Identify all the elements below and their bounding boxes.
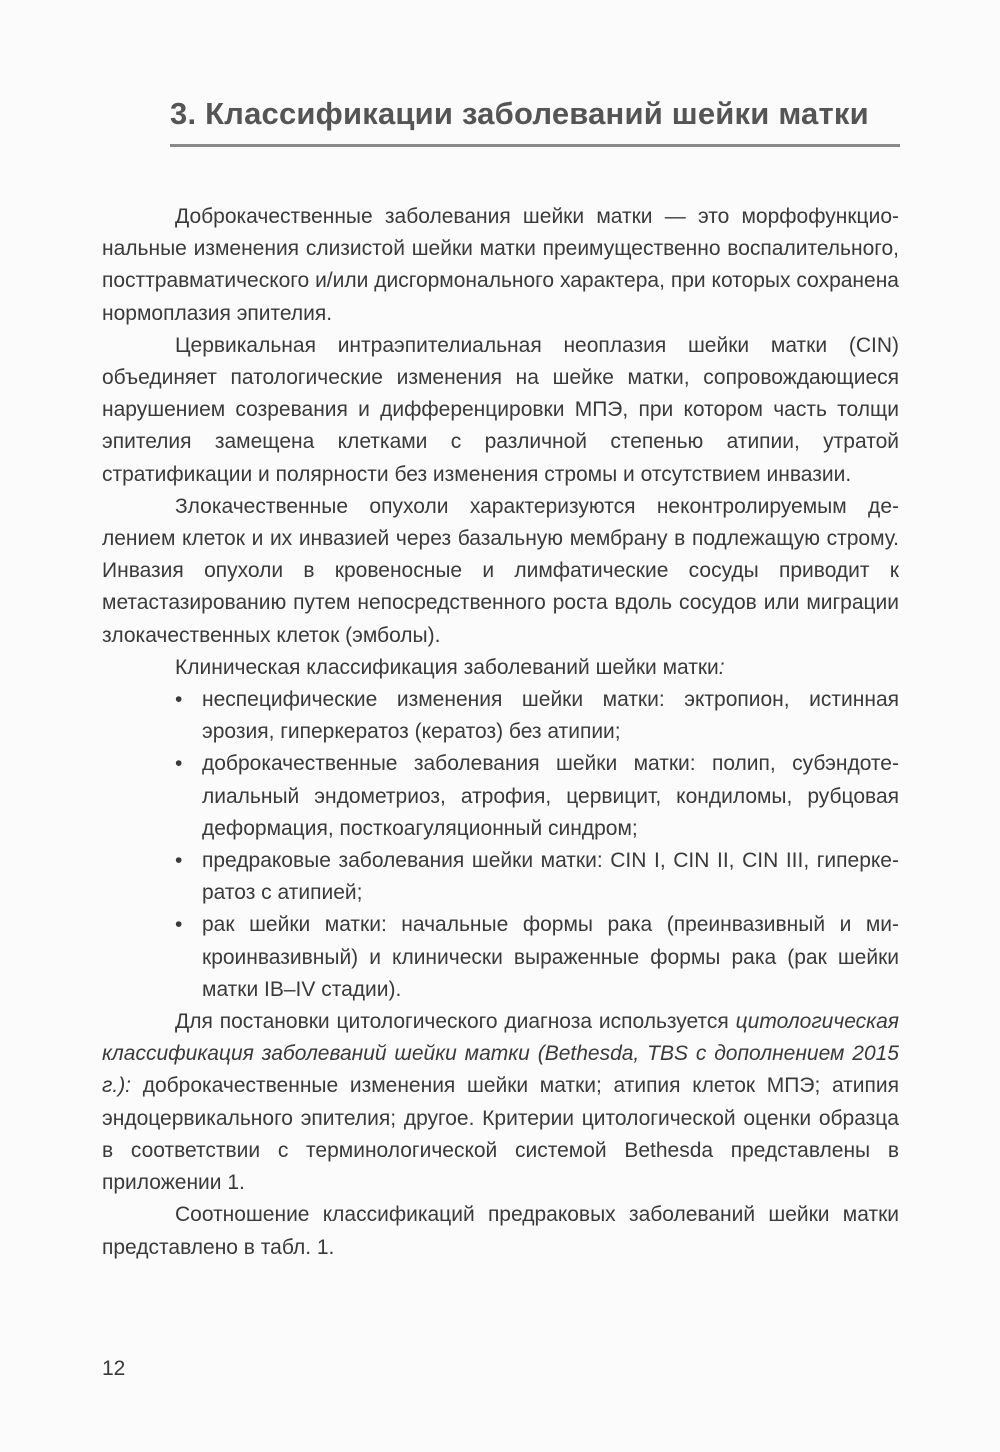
paragraph-malignant: Злокачественные опухоли характеризуются неконтролируемым делением клеток и их инвазией через базальную мембрану в подлежащую строму. Инвазия опухоли в кровеносные и лимфатические сосуды приводит к метастазированию путем непосредственного роста вдоль сосудов или миграции злокачественных клеток (эмболы). [102,494,899,647]
list-item-text: доброкачественные заболевания шейки матки: полип, субэндотелиальный эндометриоз, атрофия, цервицит, кондиломы, рубцовая деформация, посткоагуляционный синдром; [202,752,899,840]
cytology-lead: Для постановки цитологического диагноза используется [175,1010,736,1034]
paragraph-table-reference: Соотношение классификаций предраковых заболеваний шейки матки представлено в табл. 1. [102,1203,899,1259]
paragraph-cytology [102,1006,899,1199]
list-item-text: рак шейки матки: начальные формы рака (преинвазивный и микроинвазивный) и клинически выраженные формы рака (рак шейки матки IB–IV стадии). [202,913,899,1001]
bullet-icon: • [175,752,183,776]
list-item [102,909,899,1006]
list-item [102,684,899,748]
cytology-classification-name: цитологическая классификация заболеваний шейки матки (Bethesda, TBS с дополнением 2015 г.): [102,1010,899,1098]
bullet-icon: • [175,849,183,873]
page-number: 12 [102,1357,126,1380]
paragraph-clinical-intro [102,652,899,684]
paragraph-cin: Цервикальная интраэпителиальная неоплазия шейки матки (CIN) объединяет патологические изменения на шейке матки, сопровождающиеся нарушением созревания и дифференцировки МПЭ, при котором часть толщи эпителия замещена клетками с различной степенью атипии, утратой стратификации и полярности без изменения стромы и отсутствием инвазии. [102,333,899,486]
page-title: 3. Классификации заболеваний шейки матки [170,96,900,147]
body-text [102,201,899,1264]
list-item [102,748,899,845]
list-item [102,845,899,909]
clinical-classification-list [102,684,899,1006]
cytology-rest: доброкачественные изменения шейки матки; атипия клеток МПЭ; атипия эндоцервикального эпителия; другое. Критерии цитологической оценки образца в соответствии с терминологической системой Bethesda представлены в приложении 1. [102,1074,899,1195]
bullet-icon: • [175,913,183,937]
clinical-intro-colon: : [718,655,725,679]
list-item-text: предраковые заболевания шейки матки: CIN I, CIN II, CIN III, гиперкератоз с атипией; [202,849,899,905]
paragraph-benign: Доброкачественные заболевания шейки матки — это морфофункциональные изменения слизистой шейки матки преимущественно воспалительного, посттравматического и/или дисгормонального характера, при которых сохранена нормоплазия эпителия. [102,205,899,325]
bullet-icon: • [175,688,183,712]
clinical-intro-text: Клиническая классификация заболеваний шейки матки [175,655,719,679]
list-item-text: неспецифические изменения шейки матки: эктропион, истинная эрозия, гиперкератоз (кератоз) без атипии; [202,688,899,744]
